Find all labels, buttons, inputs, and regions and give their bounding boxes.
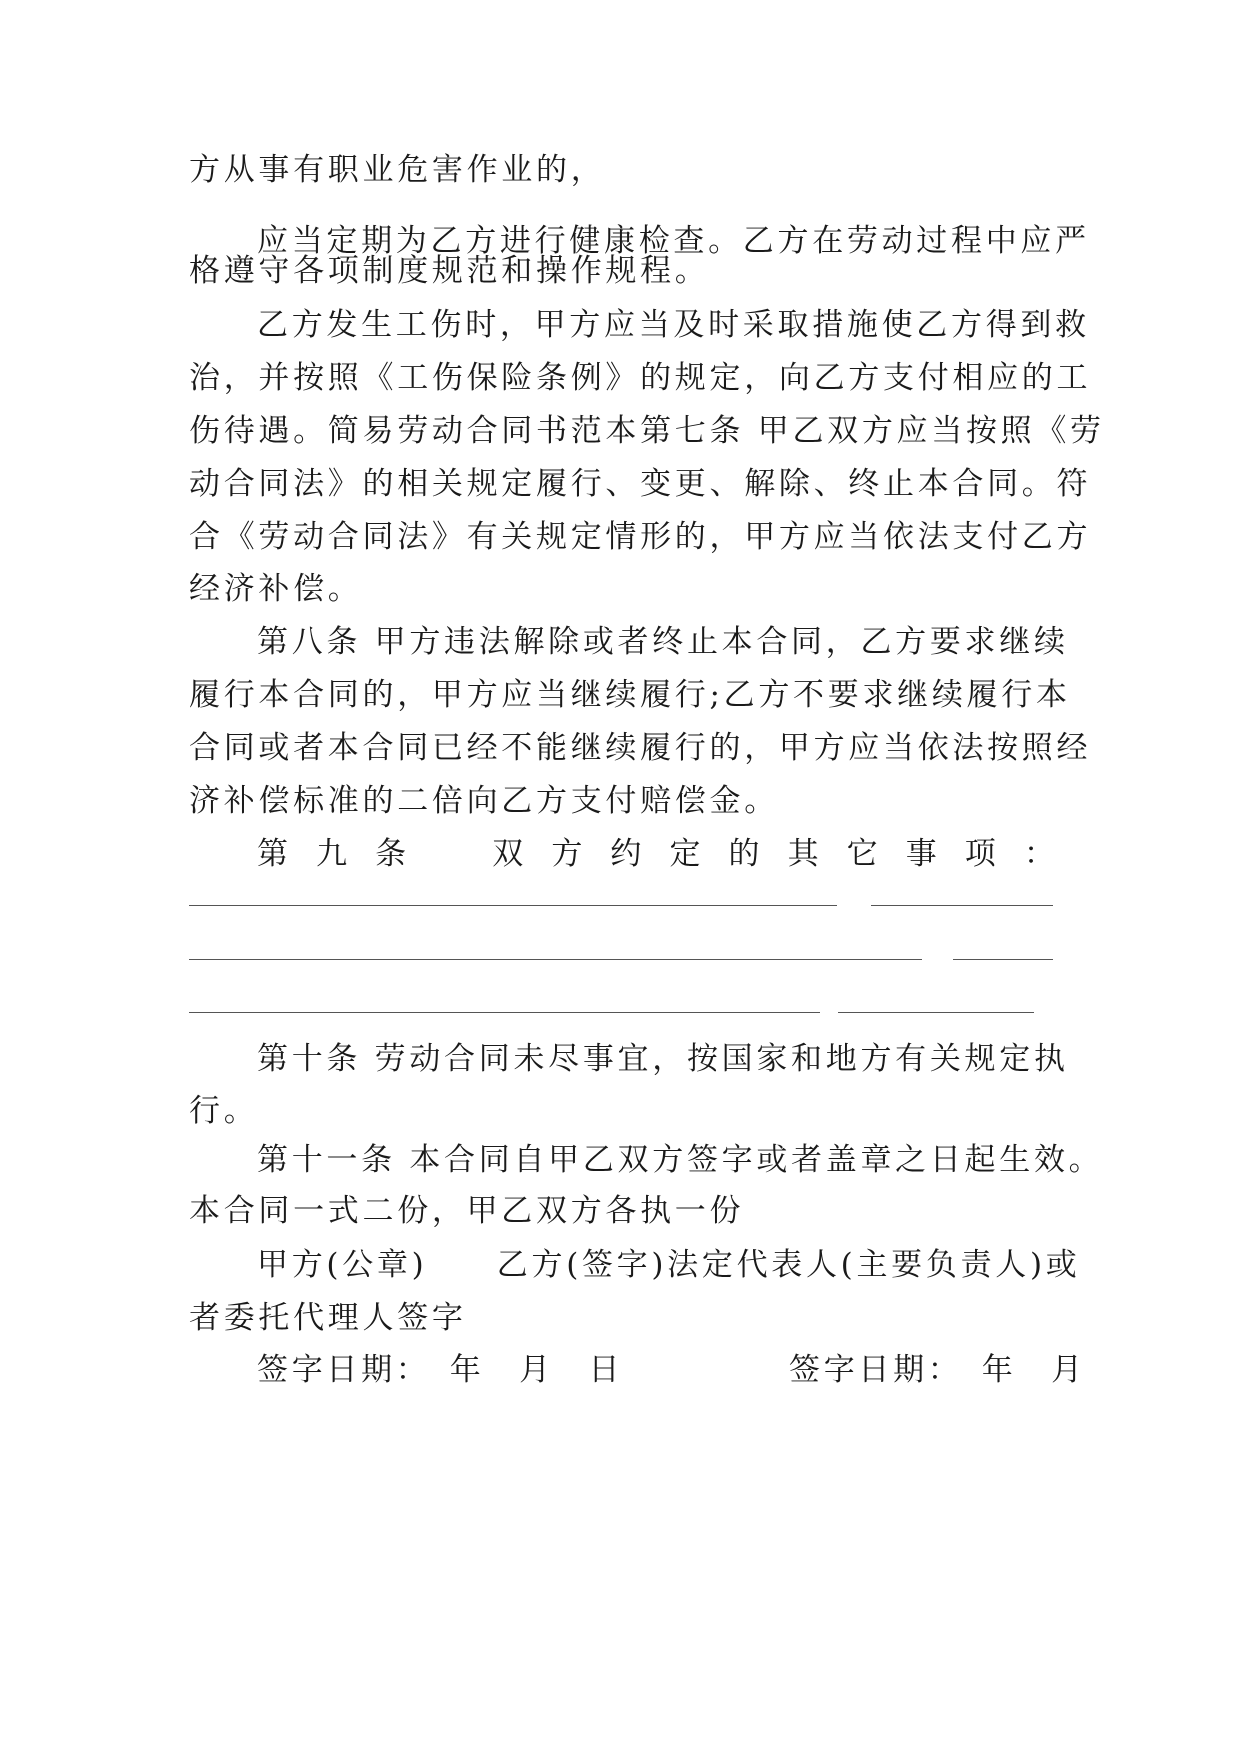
heading-char: 方 — [551, 836, 583, 872]
heading-char: 条 — [375, 836, 407, 872]
heading-gap — [434, 834, 464, 874]
text-line: 者委托代理人签字 — [189, 1300, 467, 1336]
signature-parties: 甲方(公章) 乙方(签字)法定代表人(主要负责人)或 — [257, 1247, 1081, 1283]
fill-in-line — [189, 1012, 820, 1013]
text-line: 本合同一式二份，甲乙双方各执一份 — [189, 1193, 745, 1229]
text-line: 动合同法》的相关规定履行、变更、解除、终止本合同。符 — [189, 466, 1092, 502]
heading-char: 定 — [669, 836, 701, 872]
fill-in-line — [953, 959, 1053, 960]
heading-char: 事 — [905, 836, 937, 872]
text-line: 第八条 甲方违法解除或者终止本合同，乙方要求继续 — [257, 624, 1069, 660]
text-line: 合同或者本合同已经不能继续履行的，甲方应当依法按照经 — [189, 730, 1092, 766]
text-line: 治，并按照《工伤保险条例》的规定，向乙方支付相应的工 — [189, 360, 1092, 396]
heading-char: 约 — [610, 836, 642, 872]
text-line: 履行本合同的，甲方应当继续履行;乙方不要求继续履行本 — [189, 677, 1071, 713]
fill-in-line — [189, 959, 922, 960]
text-line: 第十条 劳动合同未尽事宜，按国家和地方有关规定执 — [257, 1041, 1069, 1077]
heading-char: 九 — [316, 836, 348, 872]
text-line: 乙方发生工伤时，甲方应当及时采取措施使乙方得到救 — [257, 307, 1090, 343]
heading-char: 其 — [787, 836, 819, 872]
text-line: 方从事有职业危害作业的， — [189, 152, 606, 188]
heading-char: 的 — [728, 836, 760, 872]
sign-date-party-b: 签字日期： 年 月 — [789, 1352, 1086, 1388]
text-line: 格遵守各项制度规范和操作规程。 — [189, 253, 710, 289]
text-line: 伤待遇。简易劳动合同书范本第七条 甲乙双方应当按照《劳 — [189, 413, 1105, 449]
text-line: 第十一条 本合同自甲乙双方签字或者盖章之日起生效。 — [257, 1142, 1104, 1178]
fill-in-line — [189, 905, 837, 906]
fill-in-line — [838, 1012, 1034, 1013]
text-line: 行。 — [189, 1093, 259, 1129]
text-line: 应当定期为乙方进行健康检查。乙方在劳动过程中应严 — [257, 223, 1090, 259]
heading-char: 它 — [846, 836, 878, 872]
article-9-heading — [189, 834, 1055, 874]
text-line: 经济补偿。 — [189, 571, 363, 607]
text-line: 济补偿标准的二倍向乙方支付赔偿金。 — [189, 783, 779, 819]
heading-char: 双 — [492, 836, 524, 872]
heading-char: 第 — [257, 836, 288, 872]
fill-in-line — [871, 905, 1053, 906]
heading-char: 项 — [964, 836, 996, 872]
heading-char: ： — [1023, 836, 1055, 872]
sign-date-party-a: 签字日期： 年 月 日 — [257, 1352, 624, 1388]
text-line: 合《劳动合同法》有关规定情形的，甲方应当依法支付乙方 — [189, 519, 1092, 555]
